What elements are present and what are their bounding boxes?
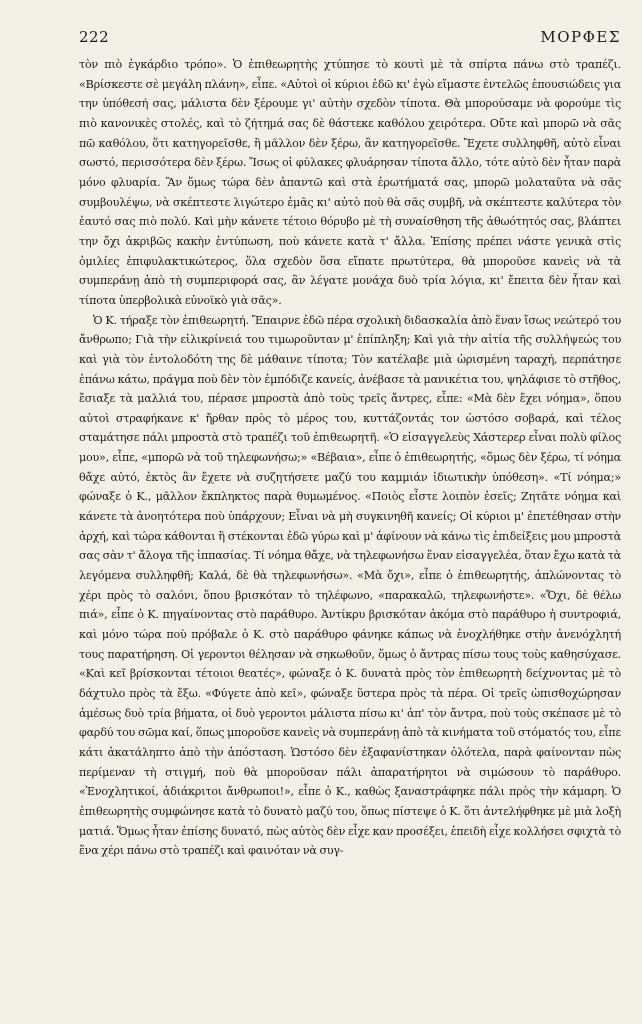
page-header [79, 28, 621, 46]
page-number: 222 [79, 28, 110, 46]
body-text [79, 55, 621, 861]
running-head: ΜΟΡΦΕΣ [540, 28, 621, 46]
paragraph: τὸν πιὸ ἐγκάρδιο τρόπο». Ὁ ἐπιθεωρητὴς χτύπησε τὸ κουτὶ μὲ τὰ σπίρτα πάνω στὸ τραπέζι. «Βρίσκεστε σὲ μεγάλη πλάνη», εἶπε. «Αὐτοὶ οἱ κύριοι ἐδῶ κι' ἐγὼ εἴμαστε ἐντελῶς ἐπουσιώδεις για την ὑπόθεσή σας, μάλιστα δὲν ξέρουμε γι' αὐτὴν σχεδὸν τίποτα. Θὰ μπορούσαμε νὰ φορούμε τὶς πιὸ κανονικὲς στολές, καὶ τὸ ζήτημά σας δὲ θάστεκε καθόλου χειρότερα. Οὔτε καὶ μπορῶ νὰ σᾶς πῶ καθόλου, ὅτι κατηγορεῖσθε, ἢ μᾶλλον δὲν ξέρω, ἂν κατηγορεῖσθε. Ἔχετε συλληφθῆ, αὐτὸ εἶναι σωστό, περισσότερα δὲν ξέρω. Ἴσως οἱ φύλακες φλυάρησαν τίποτα ἄλλο, τότε αὐτὸ δὲν ἦταν παρὰ μόνο φλυαρία. Ἂν ὅμως τώρα δὲν ἀπαντῶ καὶ στὰ ἐρωτήματά σας, μπορῶ μολαταῦτα νὰ σᾶς συμβουλέψω, νὰ σκέπτεστε λιγώτερο ἐμᾶς κι' αὐτὸ ποὺ θὰ σᾶς συμβῆ, νὰ σκέπτεστε καλύτερα τὸν ἑαυτό σας πιὸ πολύ. Καὶ μὴν κάνετε τέτοιο θόρυβο μὲ τὴ συναίσθηση τῆς ἀθωότητός σας, βλάπτει την ὄχι ἀκριβῶς κακὴν ἐντύπωση, ποὺ κάνετε κατὰ τ' ἄλλα. Ἐπίσης πρέπει νάστε γενικὰ στὶς ὁμιλίες ἐπιφυλακτικώτερος, ὅλα σχεδὸν ὅσα εἴπατε πρωτύτερα, θὰ μποροῦσε κανεὶς νὰ τὰ συμπεράνῃ ἀπὸ τὴ συμπεριφορά σας, ἂν λέγατε μονάχα δυὸ τρία λόγια, κι' ἔπειτα δὲν ἦταν καὶ τίποτα ὑπερβολικὰ εὐνοϊκὸ γιὰ σᾶς». [79, 58, 621, 307]
paragraph: Ὁ Κ. τήραξε τὸν ἐπιθεωρητή. Ἔπαιρνε ἐδῶ πέρα σχολικὴ διδασκαλία ἀπὸ ἕναν ἴσως νεώτερό του ἄνθρωπο; Γιὰ τὴν εἰλικρίνειά του τιμωροῦνταν μ' ἐπίπληξη; Καὶ γιὰ τὴν αἰτία τῆς συλλήψεώς του καὶ γιὰ τὸν ἐντολοδότη της δὲ μάθαινε τίποτα; Τὸν κατέλαβε μιὰ ὡρισμένη ταραχή, περπάτησε ἐπάνω κάτω, πράγμα ποὺ δὲν τὸν ἐμπόδιζε κανείς, ἀνέβασε τὰ μανικέτια του, ψηλάφισε τὸ στῆθος, ἔσιαξε τὰ μαλλιά του, πέρασε μπροστὰ ἀπὸ τοὺς τρεῖς ἄντρες, εἶπε: «Μὰ δὲν ἔχει νόημα», ὅπου αὐτοὶ στραφήκανε κ' ἤρθαν πρὸς τὸ μέρος του, κυττάζοντάς τον ὡστόσο σοβαρά, καὶ τέλος σταμάτησε πάλι μπροστὰ στὸ τραπέζι τοῦ ἐπιθεωρητῆ. «Ὁ εἰσαγγελεὺς Χάστερερ εἶναι πολὺ φίλος μου», εἶπε, «μπορῶ νὰ τοῦ τηλεφωνήσω;» «Βέβαια», εἶπε ὁ ἐπιθεωρητής, «ὅμως δὲν ξέρω, τί νόημα θἄχε αὐτό, ἐκτὸς ἂν ἔχετε νὰ συζητήσετε μαζύ του καμμιάν ἰδιωτικὴν ὑπόθεση». «Τί νόημα;» φώναξε ὁ Κ., μᾶλλον ἔκπληκτος παρὰ θυμωμένος. «Ποιὸς εἶστε λοιπὸν ἐσεῖς; Ζητᾶτε νόημα καὶ κάνετε τὰ ἀνοητότερα ποὺ ὑπάρχουν; Εἶναι νὰ μὴ συγκινηθῆ κανείς; Οἱ κύριοι μ' ἐπετέθησαν στὴν ἀρχή, καὶ τώρα κάθονται ἢ στέκονται ἐδῶ γύρω καὶ μ' ἀφίνουν νὰ κάνω τὶς ἐπιδείξεις μου μπροστὰ σας σὰν τ' ἄλογα τῆς ἱππασίας. Τί νόημα θἄχε, νὰ τηλεφωνήσω ἕναν εἰσαγγελέα, ὅταν ἔχω κατὰ τὰ λεγόμενα συλληφθῆ; Καλά, δὲ θὰ τηλεφωνήσω». «Μὰ ὄχι», εἶπε ὁ ἐπιθεωρητής, ἁπλώνοντας τὸ χέρι πρὸς τὸ σαλόνι, ὅπου βρισκόταν τὸ τηλέφωνο, «παρακαλῶ, τηλεφωνήστε». «Ὄχι, δὲ θέλω πιά», εἶπε ὁ Κ. πηγαίνοντας στὸ παράθυρο. Ἀντίκρυ βρισκόταν ἀκόμα στὸ παράθυρο ἡ συντροφιά, καὶ μόνο τώρα ποὺ πρόβαλε ὁ Κ. στὸ παράθυρο φάνηκε κάπως νὰ ἐνοχλήθηκε στὴν ἀνενόχλητή τους παρατήρηση. Οἱ γεροντοι θέλησαν νὰ σηκωθοῦν, ὅμως ὁ ἄντρας πίσω τους τοὺς καθησύχασε. «Καὶ κεῖ βρίσκονται τέτοιοι θεατές», φώναξε ὁ Κ. δυνατὰ πρὸς τὸν ἐπιθεωρητὴ δείχνοντας μὲ τὸ δάχτυλο πρὸς τὰ ἔξω. «Φύγετε ἀπὸ κεῖ», φώναξε ὕστερα πρὸς τὰ πέρα. Οἱ τρεῖς ὡπισθοχώρησαν ἀμέσως δυὸ τρία βήματα, οἱ δυὸ γεροντοι μάλιστα πίσω κι' ἀπ' τὸν ἄντρα, ποὺ τοὺς σκέπασε μὲ τὸ φαρδύ του σῶμα καί, ὅπως μποροῦσε κανεὶς νὰ συμπεράνῃ ἀπὸ τὰ κινήματα τοῦ στόματός του, εἶπε κάτι ἀκατάληπτο ἀπὸ τὴν ἀπόσταση. Ὡστόσο δὲν ἐξαφανίστηκαν ὁλότελα, παρὰ φαίνονταν πὼς περίμεναν τὴ στιγμή, ποὺ θὰ μποροῦσαν πάλι ἀπαρατήρητοι νὰ σιμώσουν τὸ παράθυρο. «Ἐνοχλητικοί, ἀδιάκριτοι ἄνθρωποι!», εἶπε ὁ Κ., καθὼς ξαναστράφηκε πάλι πρὸς τὴν κάμαρη. Ὁ ἐπιθεωρητὴς συμφώνησε κατὰ τὸ δυνατὸ μαζύ του, ὅπως πίστεψε ὁ Κ. ὅτι ἀντελήφθηκε μὲ μιὰ λοξὴ ματιά. Ὅμως ἦταν ἐπίσης δυνατό, πὼς αὐτὸς δὲν εἶχε καν προσέξει, ἐπειδὴ εἶχε κολλήσει σφιχτὰ τὸ ἕνα χέρι πάνω στὸ τραπέζι καὶ φαινόταν νὰ συγ- [79, 313, 621, 858]
